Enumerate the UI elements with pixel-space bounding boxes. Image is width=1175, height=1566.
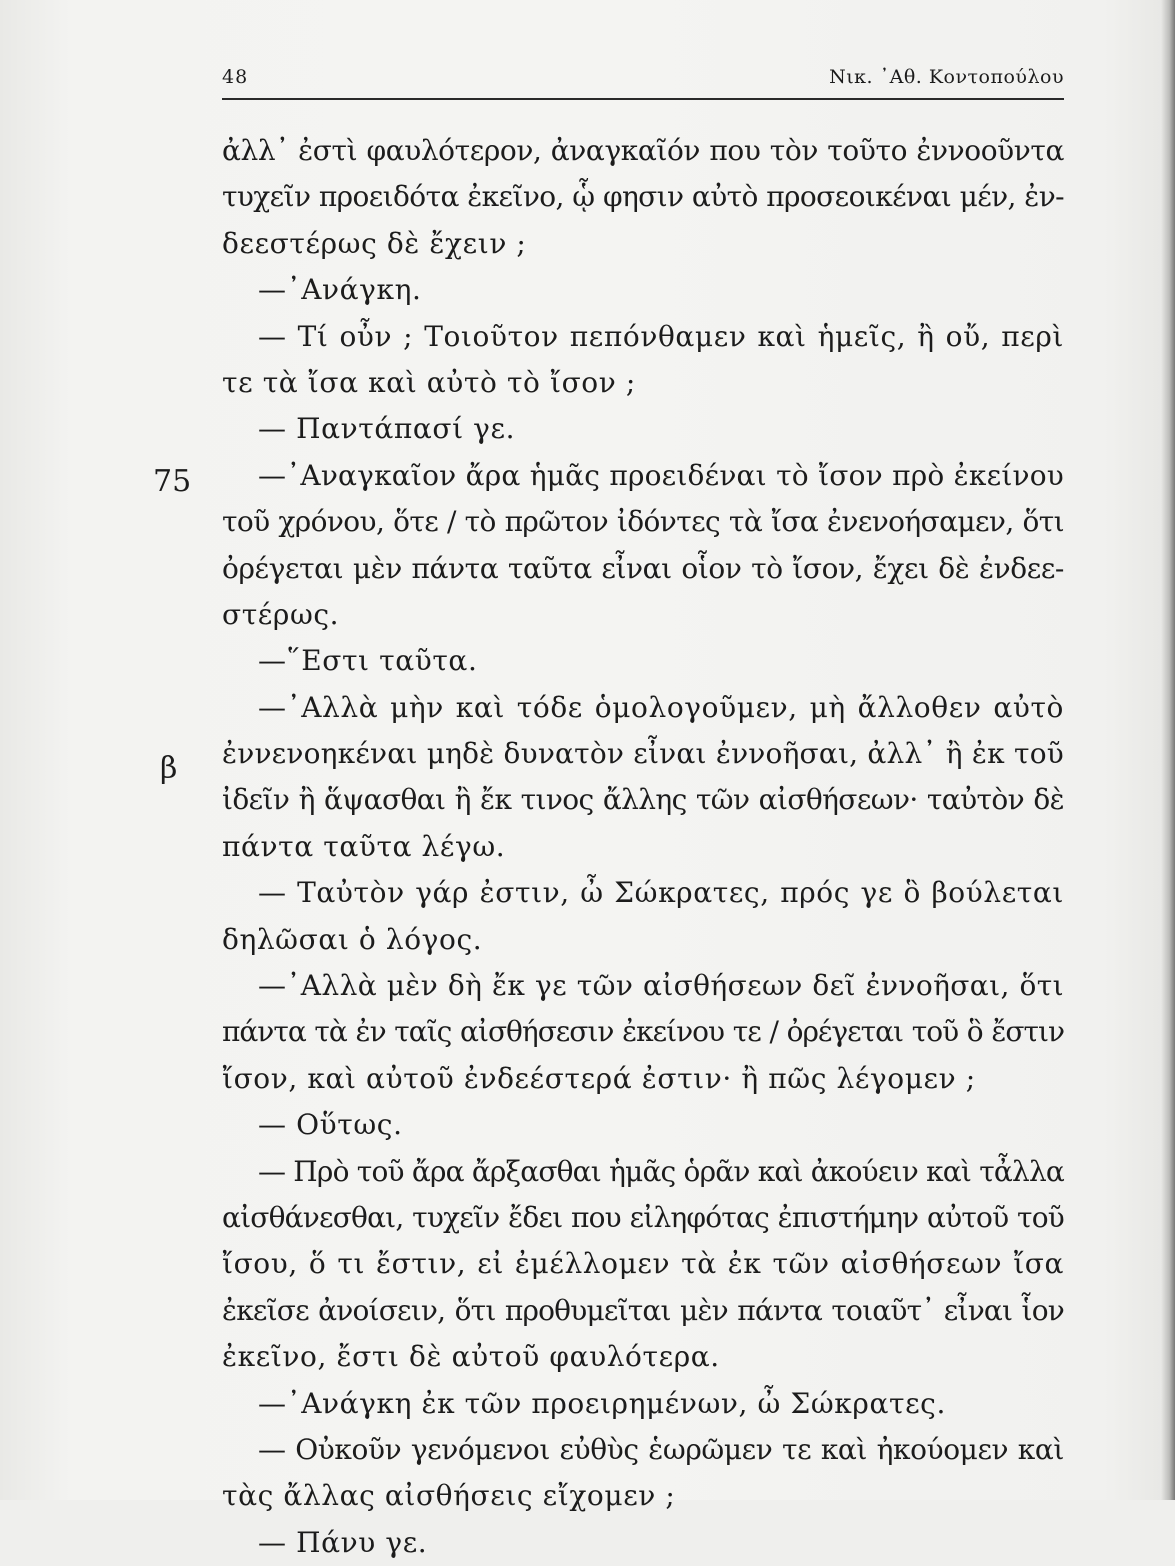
text-line: —᾿Αλλὰ μὴν καὶ τόδε ὁμολογοῦμεν, μὴ ἄλλοθεν αὐτὸ bbox=[258, 690, 1064, 724]
text-line: —᾿Ανάγκη. bbox=[258, 273, 422, 307]
text-line: ἴσου, ὅ τι ἔστιν, εἰ ἐμέλλομεν τὰ ἐκ τῶν αἰσθήσεων ἴσα bbox=[222, 1247, 1064, 1281]
page-number: 48 bbox=[222, 66, 249, 88]
text-line: τοῦ χρόνου, ὅτε / τὸ πρῶτον ἰδόντες τὰ ἴσα ἐνενοήσαμεν, ὅτι bbox=[222, 505, 1064, 539]
text-line: — Πρὸ τοῦ ἄρα ἄρξασθαι ἡμᾶς ὁρᾶν καὶ ἀκούειν καὶ τἆλλα bbox=[258, 1154, 1064, 1188]
text-line: —᾿Αλλὰ μὲν δὴ ἔκ γε τῶν αἰσθήσεων δεῖ ἐννοῆσαι, ὅτι bbox=[258, 969, 1064, 1003]
text-line: τυχεῖν προειδότα ἐκεῖνο, ᾧ φησιν αὐτὸ προσεοικέναι μέν, ἐν- bbox=[222, 180, 1064, 214]
text-line: δηλῶσαι ὁ λόγος. bbox=[222, 922, 483, 956]
body-text bbox=[222, 128, 1064, 1566]
text-line: — Τί οὖν ; Τοιοῦτον πεπόνθαμεν καὶ ἡμεῖς, ἢ οὔ, περὶ bbox=[258, 319, 1064, 353]
text-line: —᾿Ανάγκη ἐκ τῶν προειρημένων, ὦ Σώκρατες. bbox=[258, 1386, 946, 1420]
text-line: — Ταὐτὸν γάρ ἐστιν, ὦ Σώκρατες, πρός γε ὃ βούλεται bbox=[258, 876, 1064, 910]
margin-line-number: 75 bbox=[153, 464, 192, 499]
text-line: στέρως. bbox=[222, 597, 340, 631]
text-line: τε τὰ ἴσα καὶ αὐτὸ τὸ ἴσον ; bbox=[222, 365, 636, 399]
text-line: αἰσθάνεσθαι, τυχεῖν ἔδει που εἰληφότας ἐπιστήμην αὐτοῦ τοῦ bbox=[222, 1200, 1064, 1234]
text-line: δεεστέρως δὲ ἔχειν ; bbox=[222, 226, 527, 260]
running-head: Νικ. ᾿Αθ. Κοντοπούλου bbox=[829, 66, 1064, 88]
page-edge-shadow bbox=[1161, 0, 1175, 1500]
text-line: — Παντάπασί γε. bbox=[258, 412, 516, 446]
text-line: — Οὐκοῦν γενόμενοι εὐθὺς ἑωρῶμεν τε καὶ ἠκούομεν καὶ bbox=[258, 1432, 1064, 1466]
text-line: ἐκεῖσε ἀνοίσειν, ὅτι προθυμεῖται μὲν πάντα τοιαῦτ᾿ εἶναι ἷον bbox=[222, 1293, 1064, 1327]
text-line: ἰδεῖν ἢ ἅψασθαι ἢ ἔκ τινος ἄλλης τῶν αἰσθήσεων· ταὐτὸν δὲ bbox=[222, 783, 1064, 817]
text-line: ὀρέγεται μὲν πάντα ταῦτα εἶναι οἷον τὸ ἴσον, ἔχει δὲ ἐνδεε- bbox=[222, 551, 1064, 585]
text-line: —᾿Αναγκαῖον ἄρα ἡμᾶς προειδέναι τὸ ἴσον πρὸ ἐκείνου bbox=[258, 458, 1064, 492]
page-header bbox=[222, 66, 1064, 98]
text-line: ἐκεῖνο, ἔστι δὲ αὐτοῦ φαυλότερα. bbox=[222, 1340, 720, 1374]
header-rule bbox=[222, 98, 1064, 100]
text-line: ἐννενοηκέναι μηδὲ δυνατὸν εἶναι ἐννοῆσαι, ἀλλ᾿ ἢ ἐκ τοῦ bbox=[222, 737, 1064, 771]
text-line: ἴσον, καὶ αὐτοῦ ἐνδεέστερά ἐστιν· ἢ πῶς λέγομεν ; bbox=[222, 1061, 976, 1095]
margin-section-letter: β bbox=[160, 751, 178, 786]
text-line: τὰς ἄλλας αἰσθήσεις εἴχομεν ; bbox=[222, 1479, 676, 1513]
text-line: πάντα ταῦτα λέγω. bbox=[222, 829, 506, 863]
text-line: — Οὕτως. bbox=[258, 1108, 403, 1142]
text-line: — Πάνυ γε. bbox=[258, 1525, 428, 1559]
text-line: —῞Εστι ταῦτα. bbox=[258, 644, 478, 678]
text-line: ἀλλ᾿ ἐστὶ φαυλότερον, ἀναγκαῖόν που τὸν τοῦτο ἐννοοῦντα bbox=[222, 134, 1064, 167]
text-line: πάντα τὰ ἐν ταῖς αἰσθήσεσιν ἐκείνου τε / ὀρέγεται τοῦ ὃ ἔστιν bbox=[222, 1015, 1064, 1049]
